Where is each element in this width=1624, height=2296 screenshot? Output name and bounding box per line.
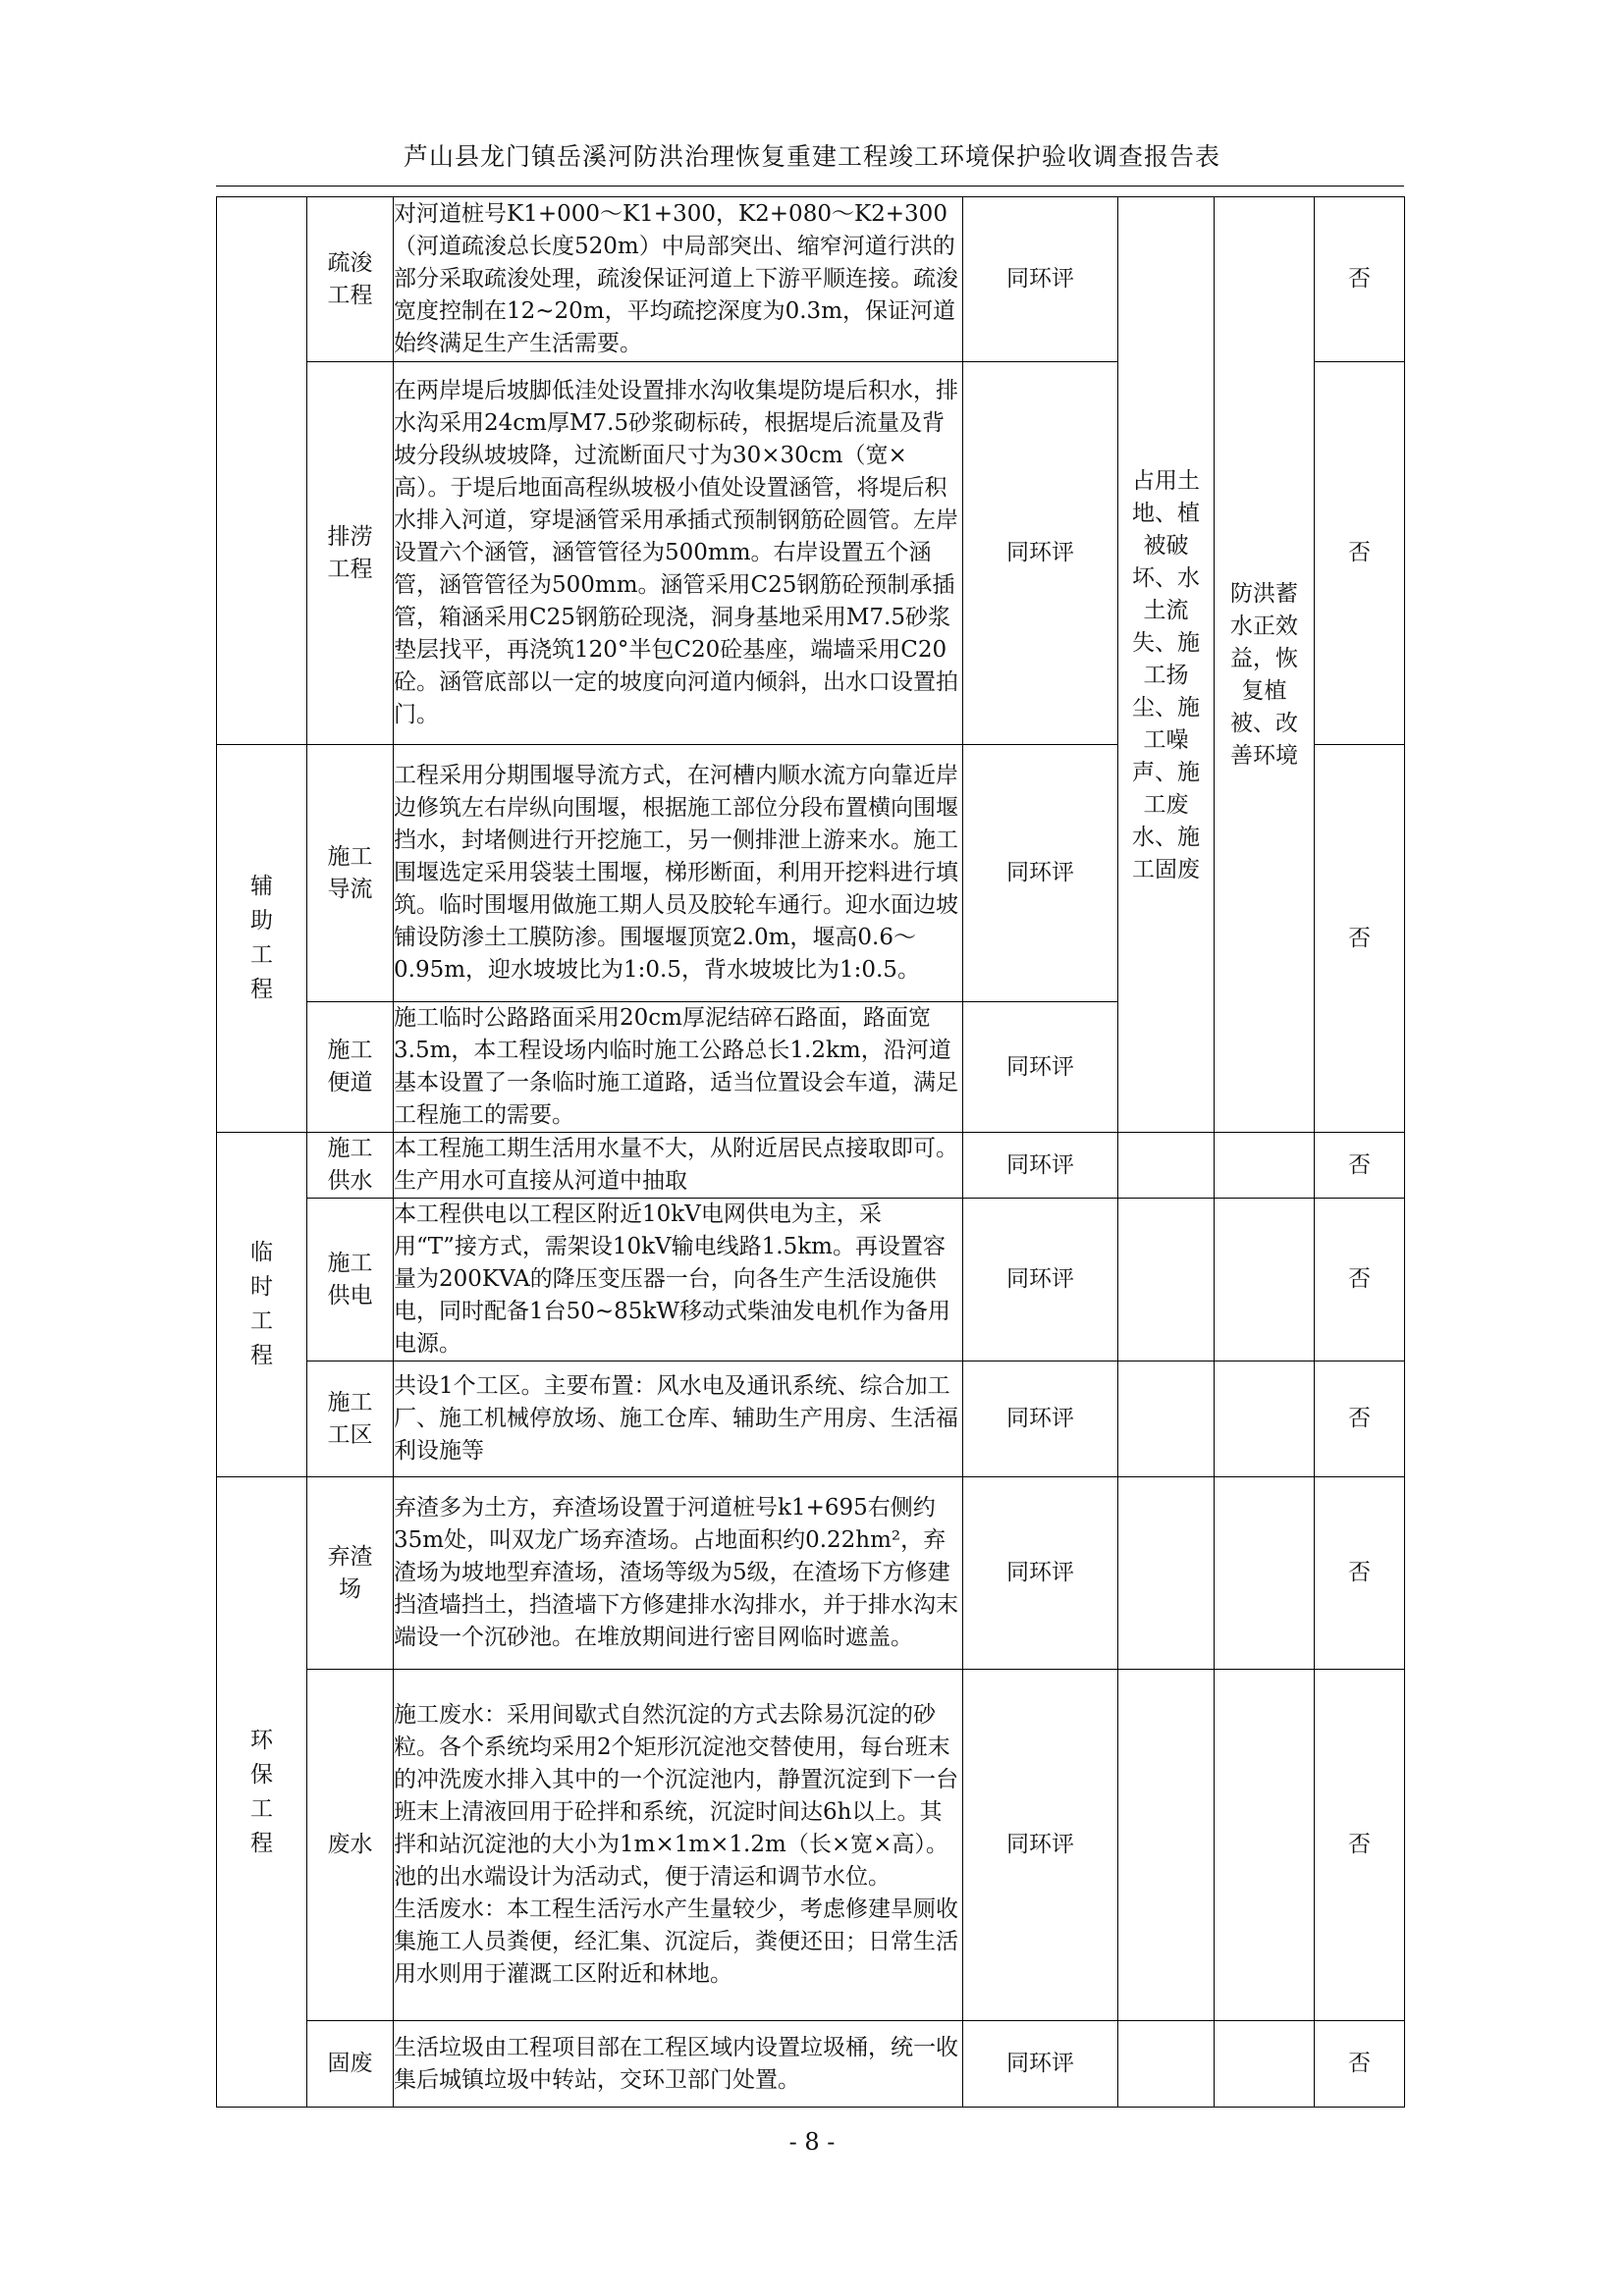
description-text: 在两岸堤后坡脚低洼处设置排水沟收集堤防堤后积水，排水沟采用24cm厚M7.5砂浆砌标砖，根据堤后流量及背坡分段纵坡坡降，过流断面尺寸为30×30cm（宽×高）。于堤后地面高程纵坡极小值处设置涵管，将堤后积水排入河道，穿堤涵管采用承插式预制钢筋砼圆管。左岸设置六个涵管，涵管管径为500mm。右岸设置五个涵管，涵管管径为500mm。涵管采用C25钢筋砼预制承插管，箱涵采用C25钢筋砼现浇，洞身基地采用M7.5砂浆垫层找平，再浇筑120°半包C20砼基座，端墙采用C20砼。涵管底部以一定的坡度向河道内倾斜，出水口设置拍门。 <box>394 378 958 727</box>
change-status: 否 <box>1348 1832 1371 1857</box>
description-text: 生活废水：本工程生活污水产生量较少，考虑修建旱厕收集施工人员粪便，经汇集、沉淀后，粪便还田；日常生活用水则用于灌溉工区附近和林地。 <box>394 1896 958 1987</box>
category-label: 临时工程 <box>250 1240 273 1368</box>
description-cell <box>394 1133 963 1199</box>
change-cell <box>1315 2021 1405 2108</box>
empty-cell <box>1215 2021 1315 2108</box>
table-row <box>217 1133 1405 1199</box>
empty-cell <box>1215 1362 1315 1477</box>
table-row <box>217 2021 1405 2108</box>
subproject-cell <box>307 745 394 1002</box>
category-cell <box>217 1133 307 1477</box>
eia-status-cell <box>963 1002 1118 1133</box>
subproject-cell <box>307 362 394 745</box>
change-status: 否 <box>1348 540 1371 565</box>
empty-cell <box>1118 1362 1215 1477</box>
category-label: 辅助工程 <box>250 874 273 1002</box>
environmental-impacts-text: 占用土地、植被破坏、水土流失、施工扬尘、施工噪声、施工废水、施工固废 <box>1132 467 1200 882</box>
description-text: 本工程供电以工程区附近10kV电网供电为主，采用“T”接方式，需架设10kV输电线路1.5km。再设置容量为200KVA的降压变压器一台，向各生产生活设施供电，同时配备1台50~85kW移动式柴油发电机作为备用电源。 <box>394 1201 951 1357</box>
subproject-cell <box>307 1199 394 1362</box>
eia-status-cell <box>963 1199 1118 1362</box>
empty-cell <box>1118 1133 1215 1199</box>
description-cell <box>394 362 963 745</box>
subproject-label: 固废 <box>327 2051 373 2076</box>
header-divider <box>216 186 1404 187</box>
eia-status: 同环评 <box>1006 1266 1074 1292</box>
change-cell <box>1315 362 1405 745</box>
empty-cell <box>1118 1199 1215 1362</box>
description-cell <box>394 745 963 1002</box>
description-cell <box>394 1002 963 1133</box>
subproject-cell <box>307 1362 394 1477</box>
subproject-label: 施工工区 <box>327 1389 373 1448</box>
description-text: 共设1个工区。主要布置：风水电及通讯系统、综合加工厂、施工机械停放场、施工仓库、辅助生产用房、生活福利设施等 <box>394 1373 958 1464</box>
page-header-title: 芦山县龙门镇岳溪河防洪治理恢复重建工程竣工环境保护验收调查报告表 <box>403 142 1220 171</box>
description-text: 对河道桩号K1+000～K1+300，K2+080～K2+300（河道疏浚总长度520m）中局部突出、缩窄河道行洪的部分采取疏浚处理，疏浚保证河道上下游平顺连接。疏浚宽度控制在12~20m，平均疏挖深度为0.3m，保证河道始终满足生产生活需要。 <box>394 201 958 356</box>
eia-status-cell <box>963 362 1118 745</box>
protection-measures-text: 防洪蓄水正效益，恢复植被、改善环境 <box>1230 581 1298 769</box>
empty-cell <box>1118 2021 1215 2108</box>
subproject-cell <box>307 1477 394 1670</box>
eia-status-cell <box>963 2021 1118 2108</box>
eia-status-cell <box>963 1670 1118 2021</box>
subproject-label: 施工供电 <box>327 1250 373 1308</box>
change-status: 否 <box>1348 2051 1371 2076</box>
eia-status: 同环评 <box>1006 266 1074 292</box>
change-cell <box>1315 1477 1405 1670</box>
description-cell <box>394 1199 963 1362</box>
category-cell <box>217 1477 307 2108</box>
empty-cell <box>1118 1670 1215 2021</box>
description-text: 施工废水：采用间歇式自然沉淀的方式去除易沉淀的砂粒。各个系统均采用2个矩形沉淀池交替使用，每台班末的冲洗废水排入其中的一个沉淀池内，静置沉淀到下一台班末上清液回用于砼拌和系统，沉淀时间达6h以上。其拌和站沉淀池的大小为1m×1m×1.2m（长×宽×高）。池的出水端设计为活动式，便于清运和调节水位。 <box>394 1702 958 1890</box>
description-text: 施工临时公路路面采用20cm厚泥结碎石路面，路面宽3.5m，本工程设场内临时施工公路总长1.2km，沿河道基本设置了一条临时施工道路，适当位置设会车道，满足工程施工的需要。 <box>394 1005 958 1128</box>
eia-status: 同环评 <box>1006 1406 1074 1431</box>
change-status: 否 <box>1348 1560 1371 1585</box>
empty-cell <box>1215 1670 1315 2021</box>
subproject-cell <box>307 1133 394 1199</box>
table-row <box>217 1362 1405 1477</box>
change-cell <box>1315 1362 1405 1477</box>
subproject-label: 施工供水 <box>327 1136 373 1194</box>
subproject-label: 排涝工程 <box>327 523 373 582</box>
subproject-label: 弃渣场 <box>327 1543 373 1602</box>
description-text: 工程采用分期围堰导流方式，在河槽内顺水流方向靠近岸边修筑左右岸纵向围堰，根据施工部位分段布置横向围堰挡水，封堵侧进行开挖施工，另一侧排泄上游来水。施工围堰选定采用袋装土围堰，梯形断面，利用开挖料进行填筑。临时围堰用做施工期人员及胶轮车通行。迎水面边坡铺设防渗土工膜防渗。围堰堰顶宽2.0m，堰高0.6～0.95m，迎水坡坡比为1:0.5，背水坡坡比为1:0.5。 <box>394 763 958 983</box>
eia-status: 同环评 <box>1006 1151 1074 1178</box>
eia-status: 同环评 <box>1006 1832 1074 1857</box>
page-number: - 8 - <box>788 2128 836 2156</box>
empty-cell <box>1118 1477 1215 1670</box>
eia-status: 同环评 <box>1006 1560 1074 1585</box>
description-text: 弃渣多为土方，弃渣场设置于河道桩号k1+695右侧约35m处，叫双龙广场弃渣场。占地面积约0.22hm²，弃渣场为坡地型弃渣场，渣场等级为5级，在渣场下方修建挡渣墙挡土，挡渣墙下方修建排水沟排水，并于排水沟末端设一个沉砂池。在堆放期间进行密目网临时遮盖。 <box>394 1495 958 1650</box>
description-cell <box>394 1670 963 2021</box>
table-row <box>217 197 1405 362</box>
eia-status: 同环评 <box>1006 1053 1074 1080</box>
eia-status: 同环评 <box>1006 540 1074 565</box>
environmental-impacts-cell <box>1118 197 1215 1133</box>
category-cell <box>217 745 307 1133</box>
change-status: 否 <box>1348 1406 1371 1431</box>
change-status: 否 <box>1348 1151 1371 1178</box>
change-cell <box>1315 1199 1405 1362</box>
change-cell <box>1315 1133 1405 1199</box>
change-status: 否 <box>1348 266 1371 292</box>
project-table <box>216 196 1405 2108</box>
description-text: 生活垃圾由工程项目部在工程区域内设置垃圾桶，统一收集后城镇垃圾中转站，交环卫部门处置。 <box>394 2034 958 2093</box>
eia-status-cell <box>963 1133 1118 1199</box>
eia-status-cell <box>963 1477 1118 1670</box>
eia-status: 同环评 <box>1006 2051 1074 2076</box>
subproject-label: 施工便道 <box>327 1038 373 1095</box>
subproject-label: 疏浚工程 <box>327 249 373 308</box>
table-row <box>217 1477 1405 1670</box>
eia-status: 同环评 <box>1006 860 1074 885</box>
change-cell <box>1315 197 1405 362</box>
subproject-cell <box>307 1002 394 1133</box>
table-row <box>217 1670 1405 2021</box>
description-text: 本工程施工期生活用水量不大，从附近居民点接取即可。生产用水可直接从河道中抽取 <box>394 1136 958 1194</box>
change-cell <box>1315 745 1405 1133</box>
subproject-cell <box>307 1670 394 2021</box>
subproject-label: 废水 <box>327 1832 373 1857</box>
table-row <box>217 1199 1405 1362</box>
category-cell <box>217 197 307 745</box>
description-cell <box>394 1477 963 1670</box>
description-cell <box>394 2021 963 2108</box>
change-cell <box>1315 1670 1405 2021</box>
subproject-label: 施工导流 <box>327 843 373 902</box>
subproject-cell <box>307 197 394 362</box>
description-cell <box>394 1362 963 1477</box>
eia-status-cell <box>963 745 1118 1002</box>
category-label: 环保工程 <box>250 1727 273 1856</box>
empty-cell <box>1215 1477 1315 1670</box>
empty-cell <box>1215 1133 1315 1199</box>
eia-status-cell <box>963 1362 1118 1477</box>
change-status: 否 <box>1348 1266 1371 1292</box>
empty-cell <box>1215 1199 1315 1362</box>
change-status: 否 <box>1348 925 1371 951</box>
protection-measures-cell <box>1215 197 1315 1133</box>
eia-status-cell <box>963 197 1118 362</box>
subproject-cell <box>307 2021 394 2108</box>
description-cell <box>394 197 963 362</box>
